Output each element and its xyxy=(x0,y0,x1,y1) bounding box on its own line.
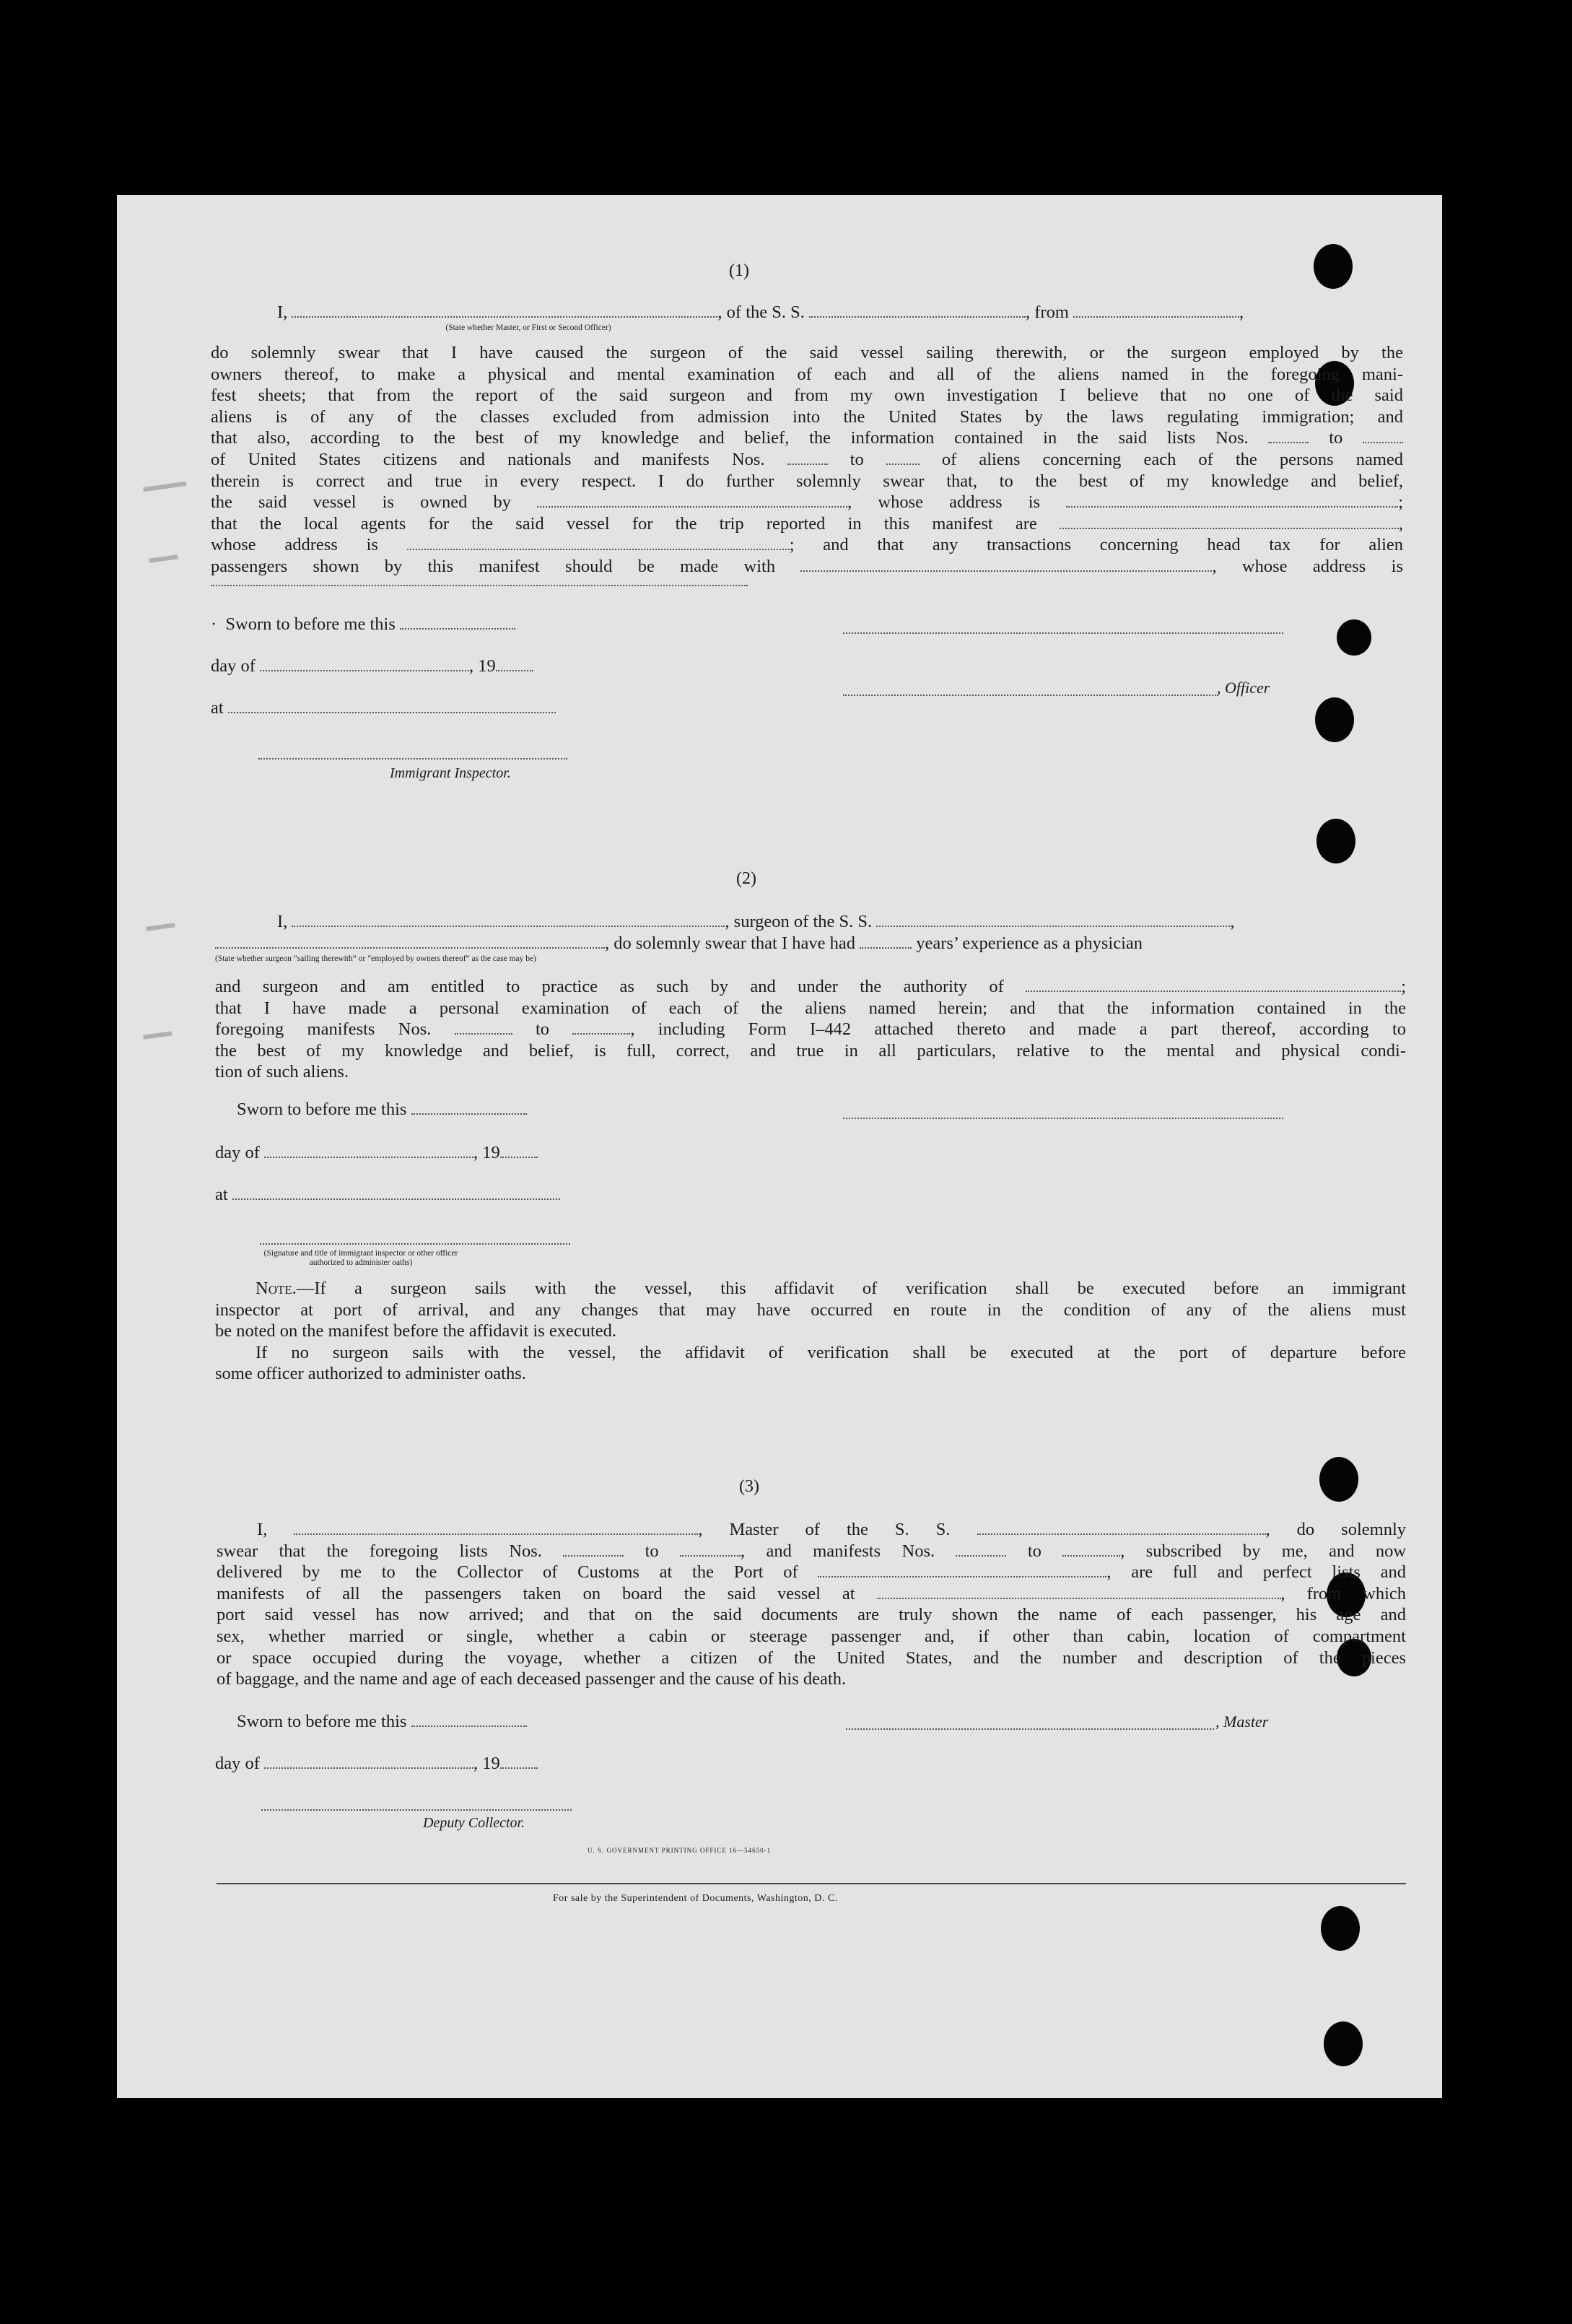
section-1-sworn: · Sworn to before me this xyxy=(211,614,673,635)
margin-mark: ▬▬ xyxy=(147,547,179,567)
punch-hole xyxy=(1316,819,1355,863)
punch-hole xyxy=(1319,1457,1358,1502)
footer-rule xyxy=(217,1883,1406,1884)
address-line xyxy=(211,585,748,586)
section-1-day: day of , 19 xyxy=(211,656,673,677)
section-3-body: I, , Master of the S. S. , do solemnly swear that the foregoing lists Nos. to , and manifests Nos. to , subscribed by me, and now delivered by me to the Collector of Customs at the Port of , are full and perfect lists and manifests of all the passengers taken on board the said vessel at , from which port said vessel has now arrived; and that on the said documents are truly shown the name of each passenger, his age and sex, whether married or single, whether a cabin or steerage passenger and, if other than cabin, location of compartment or space occupied during the voyage, whether a citizen of the United States, and the number and description of the pieces of baggage, and the name and age of each deceased passenger and the cause of his death. xyxy=(217,1520,1407,1689)
section-2-note: Note.—If a surgeon sails with the vessel, this affidavit of verification shall be executed before an immigrant inspector at port of arrival, and any changes that may have occurred en route in the condition of any of the aliens must be noted on the manifest before the affidavit is executed. If no surgeon sails with the vessel, the affidavit of verification shall be executed at the port of departure before some officer authorized to administer oaths. xyxy=(215,1279,1406,1384)
punch-hole xyxy=(1337,619,1371,656)
punch-hole xyxy=(1314,244,1353,289)
punch-hole xyxy=(1315,697,1354,742)
margin-mark: ▬▬▬ xyxy=(141,473,188,496)
printing-office-imprint: U. S. GOVERNMENT PRINTING OFFICE 16—54650-1 xyxy=(588,1847,772,1854)
margin-mark: ▬▬ xyxy=(141,1023,173,1043)
section-3-number: (3) xyxy=(739,1477,759,1496)
section-1-body: do solemnly swear that I have caused the surgeon of the said vessel sailing therewith, or the surgeon employed by the owners thereof, to make a physical and mental examination of each and all of the aliens named in the foregoing mani- fest sheets; that from the report of the said surgeon and from my own investigation I believe that no one of the said aliens is of any of the classes excluded from admission into the United States by the laws regulating immigration; and that also, according to the best of my knowledge and belief, the information contained in the said lists Nos. to of United States citizens and nationals and manifests Nos. to of aliens concerning each of the persons named therein is correct and true in every respect. I do further solemnly swear that, to the best of my knowledge and belief, the said vessel is owned by , whose address is ; that the local agents for the said vessel for the trip reported in this manifest are , whose address is ; and that any transactions concerning head tax for alien passengers shown by this manifest should be made with , whose address is xyxy=(211,343,1404,576)
section-1-at: at xyxy=(211,697,673,719)
deputy-signature-line xyxy=(261,1809,572,1811)
officer-label: , Officer xyxy=(1217,679,1270,697)
punch-hole xyxy=(1324,2021,1363,2066)
immigrant-inspector-label: Immigrant Inspector. xyxy=(390,765,511,781)
section-2-first-line: I, , surgeon of the S. S. , xyxy=(277,912,1235,931)
section-2-sworn: Sworn to before me this xyxy=(237,1099,699,1120)
master-signature-line xyxy=(846,1728,1214,1730)
for-sale-notice: For sale by the Superintendent of Documents, Washington, D. C. xyxy=(553,1893,838,1904)
form-page xyxy=(117,195,1442,2098)
officer-signature-line-1 xyxy=(843,632,1283,634)
officer-signature-line-2 xyxy=(843,695,1218,696)
section-2-at: at xyxy=(215,1184,677,1206)
section-2-number: (2) xyxy=(736,869,756,888)
section-3-day: day of , 19 xyxy=(215,1753,677,1775)
inspector-signature-line xyxy=(258,758,567,760)
punch-hole xyxy=(1321,1906,1360,1951)
section-1-number: (1) xyxy=(729,261,749,280)
master-label: , Master xyxy=(1215,1712,1269,1731)
caption-surgeon: (State whether surgeon “sailing therewith” or “employed by owners thereof” as the case may be) xyxy=(215,954,536,963)
section-2-second-line: , do solemnly swear that I have had years’ experience as a physician xyxy=(215,933,1406,954)
section-1-first-line: I, , of the S. S. , from , xyxy=(277,303,1244,322)
caption-signature: (Signature and title of immigrant inspector or other officer authorized to administer oaths) xyxy=(263,1249,458,1267)
margin-mark: ▬▬ xyxy=(144,915,176,935)
caption-master: (State whether Master, or First or Second Officer) xyxy=(445,323,611,332)
deputy-collector-label: Deputy Collector. xyxy=(423,1815,525,1831)
oath-officer-signature-line xyxy=(260,1243,570,1245)
surgeon-signature-line xyxy=(843,1118,1283,1119)
section-2-day: day of , 19 xyxy=(215,1142,677,1164)
section-3-sworn: Sworn to before me this xyxy=(237,1711,699,1733)
section-2-body: and surgeon and am entitled to practice as such by and under the authority of ; that I have made a personal examination of each of the aliens named herein; and that the information contained in the foregoing manifests Nos. to , including Form I–442 attached thereto and made a part thereof, according to the best of my knowledge and belief, is full, correct, and true in all particulars, relative to the mental and physical condi- tion of such aliens. xyxy=(215,977,1407,1082)
